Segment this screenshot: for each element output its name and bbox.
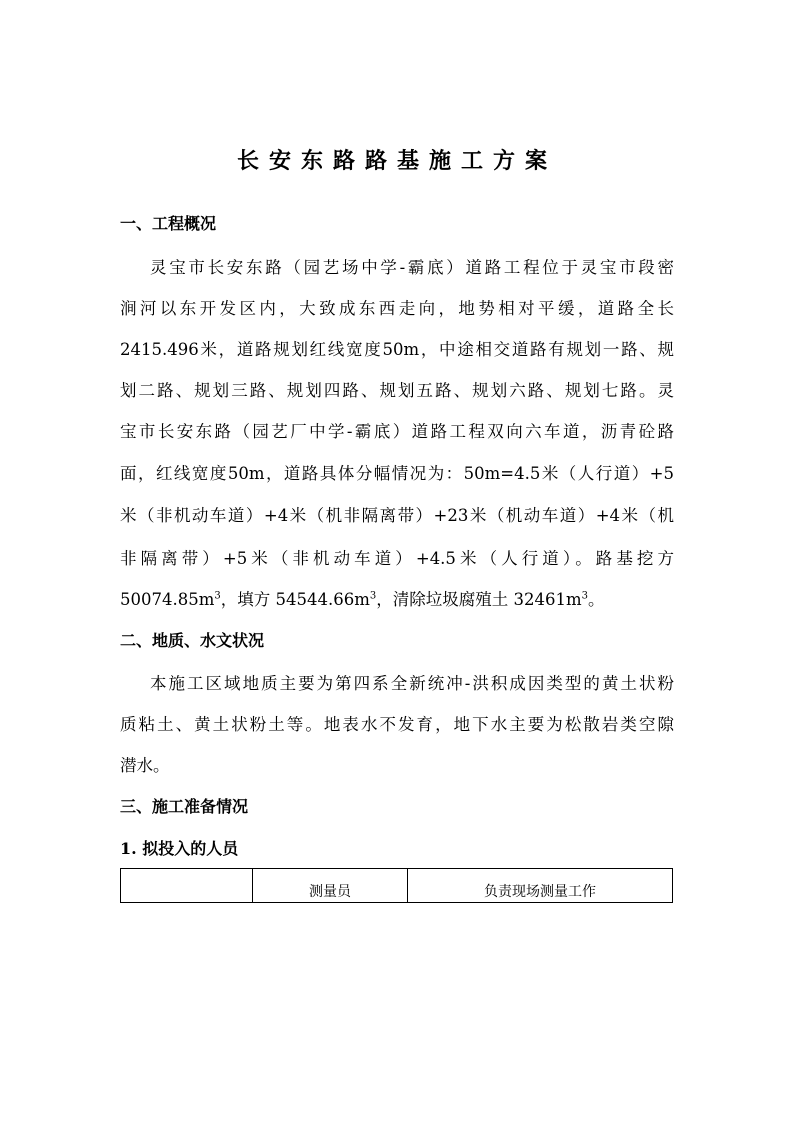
cubic-superscript: 3: [369, 590, 377, 602]
paragraph-line: 灵宝市长安东路（园艺场中学-霸底）道路工程位于灵宝市段密: [150, 258, 674, 277]
section-heading-preparation: 三、施工准备情况: [120, 797, 249, 816]
paragraph-line: 潜水。: [120, 756, 170, 775]
paragraph-line: 涧河以东开发区内，大致成东西走向，地势相对平缓，道路全长: [120, 299, 674, 318]
paragraph-line: 面，红线宽度50m，道路具体分幅情况为：50m=4.5米（人行道）+5: [120, 464, 674, 483]
cubic-superscript: 3: [581, 590, 589, 602]
paragraph-line: 质粘土、黄土状粉土等。地表水不发育，地下水主要为松散岩类空隙: [120, 715, 674, 734]
paragraph-line-quantities: [120, 586, 674, 610]
section-heading-overview: 一、工程概况: [120, 214, 217, 233]
sentence-end: 。: [588, 590, 605, 609]
table-row: [121, 869, 673, 903]
fill-volume: ，填方 54544.66m: [220, 590, 370, 609]
section-heading-geology: 二、地质、水文状况: [120, 631, 265, 650]
subsection-heading-personnel: 1. 拟投入的人员: [120, 839, 239, 858]
paragraph-line: 划二路、规划三路、规划四路、规划五路、规划六路、规划七路。灵: [120, 381, 674, 400]
table-cell: 负责现场测量工作: [408, 869, 673, 903]
paragraph-line: 非隔离带）+5米（非机动车道）+4.5米（人行道）。路基挖方: [120, 549, 674, 568]
table-cell: [121, 869, 253, 903]
cubic-superscript: 3: [214, 590, 221, 602]
paragraph-line: 2415.496米，道路规划红线宽度50m，中途相交道路有规划一路、规: [120, 340, 674, 359]
excavation-volume: 50074.85m: [120, 590, 215, 609]
paragraph-line: 宝市长安东路（园艺厂中学-霸底）道路工程双向六车道，沥青砼路: [120, 422, 674, 441]
document-title: 长安东路路基施工方案: [236, 148, 557, 174]
paragraph-line: 本施工区域地质主要为第四系全新统冲-洪积成因类型的黄土状粉: [150, 674, 674, 693]
humus-volume: ，清除垃圾腐殖土 32461m: [376, 590, 582, 609]
personnel-table: [120, 868, 673, 903]
table-cell: 测量员: [253, 869, 408, 903]
paragraph-line: 米（非机动车道）+4米（机非隔离带）+23米（机动车道）+4米（机: [120, 506, 674, 525]
